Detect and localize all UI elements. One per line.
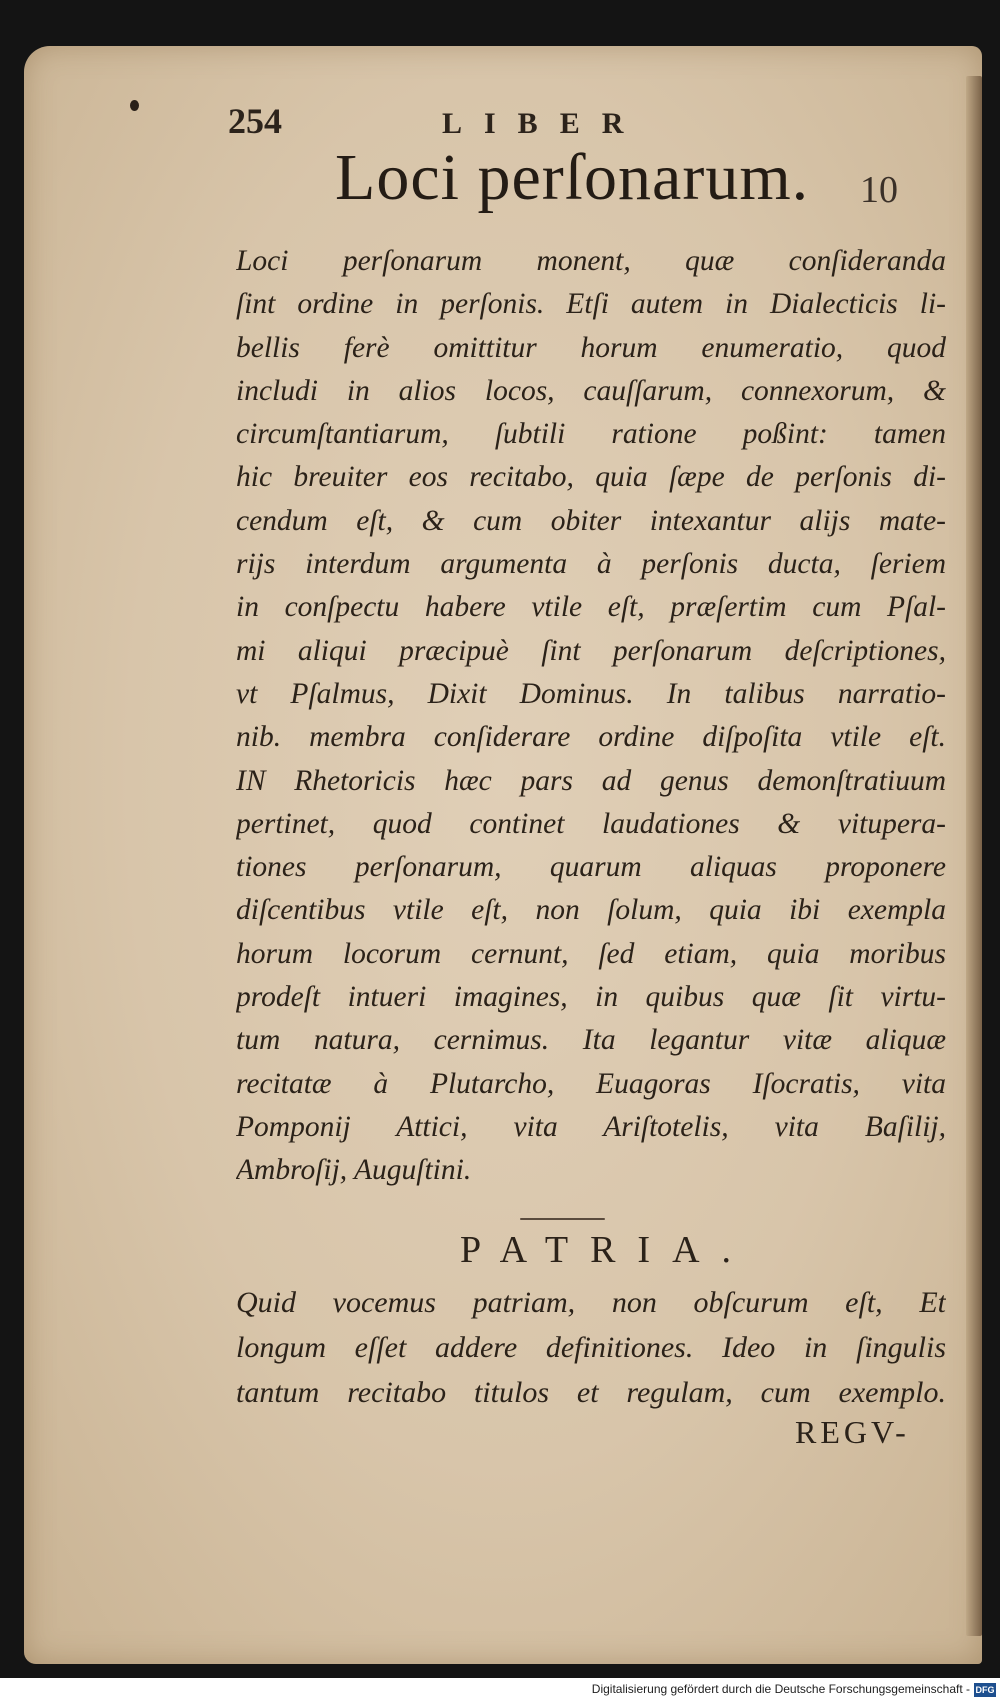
page-title: Loci perſonarum.	[335, 141, 810, 214]
text-line: circumſtantiarum, ſubtili ratione poßint: tamen	[236, 418, 946, 451]
text-line: rijs interdum argumenta à perſonis ducta, ſeriem	[236, 548, 946, 581]
section-paragraph	[236, 1280, 946, 1415]
text-line: in conſpectu habere vtile eſt, præſertim cum Pſal-	[236, 591, 946, 624]
text-line: tantum recitabo titulos et regulam, cum exemplo.	[236, 1376, 946, 1409]
dfg-logo: DFG	[975, 1685, 995, 1695]
text-line: cendum eſt, & cum obiter intexantur alijs mate-	[236, 504, 946, 537]
text-line: recitatæ à Plutarcho, Euagoras Iſocratis, vita	[236, 1067, 946, 1100]
text-line: nib. membra conſiderare ordine diſpoſita vtile eſt.	[236, 721, 946, 754]
section-heading: PATRIA.	[460, 1229, 754, 1271]
text-line: Quid vocemus patriam, non obſcurum eſt, Et	[236, 1286, 946, 1319]
text-line: Loci perſonarum monent, quæ conſideranda	[236, 245, 946, 277]
text-line: includi in alios locos, cauſſarum, connexorum, &	[236, 374, 946, 407]
separator-rule	[520, 1218, 605, 1220]
text-line: pertinet, quod continet laudationes & vitupera-	[236, 807, 946, 840]
running-title: LIBER	[442, 107, 646, 140]
text-line: horum locorum cernunt, ſed etiam, quia moribus	[236, 937, 946, 970]
text-line: Ambroſij, Auguſtini.	[236, 1154, 472, 1187]
text-line: tum natura, cernimus. Ita legantur vitæ aliquæ	[236, 1024, 946, 1057]
body-paragraph	[236, 240, 946, 1193]
text-line: Pomponij Attici, vita Ariſtotelis, vita Baſilij,	[236, 1110, 946, 1143]
page-number: 254	[228, 101, 282, 141]
catchword: REGV-	[795, 1414, 910, 1450]
footer-bar	[0, 1678, 1000, 1700]
page-edge	[966, 76, 982, 1636]
text-line: IN Rhetoricis hæc pars ad genus demonſtratiuum	[236, 764, 946, 797]
text-line: mi aliqui præcipuè ſint perſonarum deſcriptiones,	[236, 634, 946, 667]
text-line: bellis ferè omittitur horum enumeratio, quod	[236, 331, 946, 364]
text-line: ſint ordine in perſonis. Etſi autem in Dialecticis li-	[236, 288, 946, 321]
text-line: vt Pſalmus, Dixit Dominus. In talibus narratio-	[236, 677, 946, 710]
running-head	[228, 100, 708, 142]
text-line: tiones perſonarum, quarum aliquas proponere	[236, 851, 946, 884]
footer-credit: Digitalisierung gefördert durch die Deutsche Forschungsgemeinschaft -	[591, 1682, 970, 1696]
text-line: longum eſſet addere definitiones. Ideo in ſingulis	[236, 1331, 946, 1364]
text-line: diſcentibus vtile eſt, non ſolum, quia ibi exempla	[236, 894, 946, 927]
text-line: prodeſt intueri imagines, in quibus quæ ſit virtu-	[236, 981, 946, 1014]
text-line: hic breuiter eos recitabo, quia ſæpe de perſonis di-	[236, 461, 946, 494]
ink-spot	[130, 100, 139, 111]
margin-mark: 10	[860, 169, 898, 211]
